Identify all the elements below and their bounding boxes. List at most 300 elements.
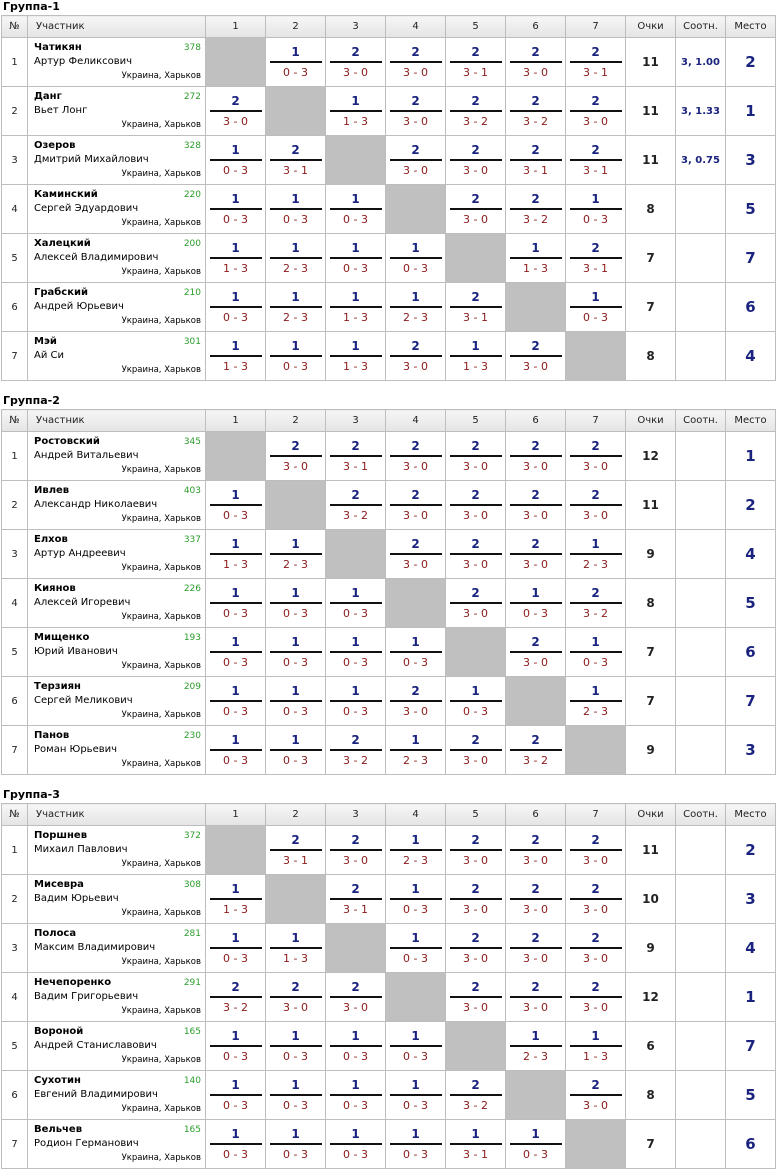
header-points[interactable]: Очки <box>626 16 676 38</box>
header-opponent-4[interactable]: 4 <box>386 410 446 432</box>
match-set-score: 3 - 0 <box>403 360 428 373</box>
result-divider <box>330 208 382 210</box>
match-result-cell[interactable] <box>446 677 506 726</box>
match-result-cell[interactable] <box>266 136 326 185</box>
match-points: 2 <box>471 733 480 747</box>
match-result-cell[interactable] <box>446 530 506 579</box>
self-match-cell <box>206 38 266 87</box>
match-result-cell[interactable] <box>386 1022 446 1071</box>
match-set-score: 0 - 3 <box>223 509 248 522</box>
match-points: 1 <box>591 1029 600 1043</box>
header-opponent-7[interactable]: 7 <box>566 410 626 432</box>
match-result-cell[interactable] <box>506 924 566 973</box>
match-result-cell[interactable] <box>206 924 266 973</box>
match-result-cell[interactable] <box>206 185 266 234</box>
match-result-cell[interactable] <box>326 677 386 726</box>
match-set-score: 0 - 3 <box>283 213 308 226</box>
match-result-cell[interactable] <box>326 579 386 628</box>
match-result-cell[interactable] <box>506 38 566 87</box>
result-divider <box>270 749 322 751</box>
result-divider <box>450 306 502 308</box>
match-points: 2 <box>591 241 600 255</box>
header-participant[interactable]: Участник <box>28 804 206 826</box>
match-result-cell[interactable] <box>326 87 386 136</box>
match-result-cell[interactable] <box>206 677 266 726</box>
player-rating: 378 <box>183 43 201 53</box>
result-divider <box>390 355 442 357</box>
match-result-cell[interactable] <box>446 726 506 775</box>
player-name-link[interactable]: Мэй <box>34 336 57 347</box>
result-divider <box>270 455 322 457</box>
match-result-cell[interactable] <box>386 677 446 726</box>
match-points: 2 <box>591 1078 600 1092</box>
player-name-link[interactable]: Елхов <box>34 534 68 545</box>
match-points: 1 <box>231 931 240 945</box>
match-result-cell[interactable] <box>566 826 626 875</box>
player-points: 11 <box>626 826 676 875</box>
player-number: 6 <box>2 1071 28 1120</box>
match-result-cell[interactable] <box>386 332 446 381</box>
match-result-cell[interactable] <box>386 136 446 185</box>
result-divider <box>390 651 442 653</box>
match-result-cell[interactable] <box>506 579 566 628</box>
group-table <box>1 15 776 381</box>
match-set-score: 1 - 3 <box>283 952 308 965</box>
match-points: 1 <box>231 586 240 600</box>
match-result-cell[interactable] <box>566 185 626 234</box>
player-name-link[interactable]: Данг <box>34 91 62 102</box>
match-result-cell[interactable] <box>446 579 506 628</box>
match-points: 2 <box>411 537 420 551</box>
group-title: Группа-3 <box>3 788 60 801</box>
player-name-link[interactable]: Вороной <box>34 1026 84 1037</box>
match-points: 2 <box>291 439 300 453</box>
match-result-cell[interactable] <box>266 726 326 775</box>
header-opponent-7[interactable]: 7 <box>566 804 626 826</box>
player-cell <box>28 1022 206 1071</box>
player-location: Украина, Харьков <box>121 267 201 277</box>
match-result-cell[interactable] <box>326 332 386 381</box>
player-row <box>2 38 776 87</box>
match-result-cell[interactable] <box>446 38 506 87</box>
match-set-score: 1 - 3 <box>223 558 248 571</box>
match-result-cell[interactable] <box>326 1120 386 1169</box>
match-set-score: 0 - 3 <box>343 213 368 226</box>
match-result-cell[interactable] <box>566 628 626 677</box>
player-number: 1 <box>2 826 28 875</box>
result-divider <box>570 257 622 259</box>
match-result-cell[interactable] <box>266 38 326 87</box>
player-number: 6 <box>2 283 28 332</box>
match-result-cell[interactable] <box>446 481 506 530</box>
self-match-cell <box>206 826 266 875</box>
player-number: 4 <box>2 973 28 1022</box>
header-no[interactable]: № <box>2 410 28 432</box>
match-result-cell[interactable] <box>566 38 626 87</box>
match-set-score: 3 - 0 <box>523 952 548 965</box>
match-result-cell[interactable] <box>566 481 626 530</box>
match-result-cell[interactable] <box>206 973 266 1022</box>
match-result-cell[interactable] <box>446 283 506 332</box>
player-number: 2 <box>2 87 28 136</box>
match-result-cell[interactable] <box>326 1022 386 1071</box>
header-no[interactable]: № <box>2 16 28 38</box>
player-name-link[interactable]: Поршнев <box>34 830 88 841</box>
match-result-cell[interactable] <box>566 136 626 185</box>
match-points: 1 <box>531 1029 540 1043</box>
result-divider <box>570 996 622 998</box>
player-name-link[interactable]: Ивлев <box>34 485 70 496</box>
match-points: 1 <box>291 45 300 59</box>
match-result-cell[interactable] <box>206 726 266 775</box>
header-ratio[interactable]: Соотн. <box>676 804 726 826</box>
match-result-cell[interactable] <box>506 185 566 234</box>
match-result-cell[interactable] <box>326 234 386 283</box>
header-participant[interactable]: Участник <box>28 16 206 38</box>
player-points: 9 <box>626 530 676 579</box>
player-cell <box>28 481 206 530</box>
match-points: 1 <box>231 1127 240 1141</box>
match-result-cell[interactable] <box>386 38 446 87</box>
player-rating: 209 <box>183 682 201 692</box>
match-result-cell[interactable] <box>266 432 326 481</box>
player-full-name: Михаил Павлович <box>34 844 128 855</box>
match-result-cell[interactable] <box>266 1022 326 1071</box>
player-place: 7 <box>726 1022 776 1071</box>
player-rating: 301 <box>183 337 201 347</box>
player-number: 7 <box>2 332 28 381</box>
player-rating: 372 <box>183 831 201 841</box>
match-result-cell[interactable] <box>506 234 566 283</box>
match-result-cell[interactable] <box>566 1022 626 1071</box>
match-set-score: 3 - 2 <box>523 213 548 226</box>
header-participant[interactable]: Участник <box>28 410 206 432</box>
header-opponent-3[interactable]: 3 <box>326 410 386 432</box>
player-rating: 328 <box>183 141 201 151</box>
match-result-cell[interactable] <box>566 234 626 283</box>
match-result-cell[interactable] <box>506 481 566 530</box>
match-result-cell[interactable] <box>206 234 266 283</box>
match-result-cell[interactable] <box>206 530 266 579</box>
player-name-link[interactable]: Озеров <box>34 140 76 151</box>
match-set-score: 3 - 0 <box>583 1001 608 1014</box>
result-divider <box>210 749 262 751</box>
match-result-cell[interactable] <box>326 726 386 775</box>
match-result-cell[interactable] <box>326 826 386 875</box>
result-divider <box>270 257 322 259</box>
player-name-link[interactable]: Терзиян <box>34 681 81 692</box>
match-result-cell[interactable] <box>266 234 326 283</box>
header-opponent-2[interactable]: 2 <box>266 410 326 432</box>
match-result-cell[interactable] <box>266 579 326 628</box>
self-match-cell <box>446 628 506 677</box>
player-row <box>2 924 776 973</box>
player-name-link[interactable]: Вельчев <box>34 1124 83 1135</box>
match-result-cell[interactable] <box>566 87 626 136</box>
header-opponent-4[interactable]: 4 <box>386 16 446 38</box>
result-divider <box>330 849 382 851</box>
match-points: 2 <box>351 833 360 847</box>
match-result-cell[interactable] <box>566 579 626 628</box>
match-result-cell[interactable] <box>446 1071 506 1120</box>
match-result-cell[interactable] <box>506 87 566 136</box>
match-result-cell[interactable] <box>326 432 386 481</box>
match-result-cell[interactable] <box>446 432 506 481</box>
result-divider <box>210 602 262 604</box>
match-result-cell[interactable] <box>506 432 566 481</box>
group-table <box>1 803 776 1169</box>
player-cell <box>28 283 206 332</box>
header-ratio[interactable]: Соотн. <box>676 410 726 432</box>
result-divider <box>210 1094 262 1096</box>
player-location: Украина, Харьков <box>121 957 201 967</box>
header-points[interactable]: Очки <box>626 410 676 432</box>
player-name-link[interactable]: Ростовский <box>34 436 100 447</box>
match-result-cell[interactable] <box>566 973 626 1022</box>
header-place[interactable]: Место <box>726 16 776 38</box>
player-full-name: Алексей Владимирович <box>34 252 159 263</box>
match-result-cell[interactable] <box>506 1022 566 1071</box>
player-points: 8 <box>626 332 676 381</box>
match-result-cell[interactable] <box>386 283 446 332</box>
match-result-cell[interactable] <box>266 1120 326 1169</box>
match-result-cell[interactable] <box>326 875 386 924</box>
player-name-link[interactable]: Чатикян <box>34 42 82 53</box>
match-result-cell[interactable] <box>326 283 386 332</box>
match-result-cell[interactable] <box>206 1071 266 1120</box>
match-set-score: 0 - 3 <box>223 1148 248 1161</box>
group-table <box>1 409 776 775</box>
match-result-cell[interactable] <box>326 38 386 87</box>
player-points: 7 <box>626 628 676 677</box>
player-ratio <box>676 481 726 530</box>
player-row <box>2 973 776 1022</box>
match-result-cell[interactable] <box>506 726 566 775</box>
match-result-cell[interactable] <box>206 283 266 332</box>
match-result-cell[interactable] <box>506 628 566 677</box>
match-points: 1 <box>411 241 420 255</box>
match-set-score: 0 - 3 <box>223 607 248 620</box>
match-result-cell[interactable] <box>506 332 566 381</box>
match-result-cell[interactable] <box>266 185 326 234</box>
player-rating: 230 <box>183 731 201 741</box>
player-place: 6 <box>726 628 776 677</box>
header-ratio[interactable]: Соотн. <box>676 16 726 38</box>
match-result-cell[interactable] <box>566 677 626 726</box>
header-opponent-6[interactable]: 6 <box>506 16 566 38</box>
result-divider <box>390 898 442 900</box>
match-result-cell[interactable] <box>386 234 446 283</box>
header-opponent-5[interactable]: 5 <box>446 804 506 826</box>
match-result-cell[interactable] <box>506 1120 566 1169</box>
match-result-cell[interactable] <box>206 875 266 924</box>
header-opponent-1[interactable]: 1 <box>206 410 266 432</box>
match-result-cell[interactable] <box>206 136 266 185</box>
player-name-link[interactable]: Сухотин <box>34 1075 81 1086</box>
match-result-cell[interactable] <box>326 481 386 530</box>
match-result-cell[interactable] <box>386 875 446 924</box>
player-name-link[interactable]: Нечепоренко <box>34 977 112 988</box>
match-result-cell[interactable] <box>506 136 566 185</box>
match-result-cell[interactable] <box>386 826 446 875</box>
result-divider <box>450 898 502 900</box>
result-divider <box>330 602 382 604</box>
header-opponent-5[interactable]: 5 <box>446 16 506 38</box>
player-name-link[interactable]: Панов <box>34 730 70 741</box>
match-result-cell[interactable] <box>566 875 626 924</box>
match-result-cell[interactable] <box>266 283 326 332</box>
match-result-cell[interactable] <box>386 628 446 677</box>
header-opponent-3[interactable]: 3 <box>326 804 386 826</box>
match-set-score: 0 - 3 <box>343 1148 368 1161</box>
match-result-cell[interactable] <box>206 1022 266 1071</box>
match-result-cell[interactable] <box>386 481 446 530</box>
result-divider <box>270 553 322 555</box>
match-result-cell[interactable] <box>446 1120 506 1169</box>
header-opponent-1[interactable]: 1 <box>206 804 266 826</box>
header-opponent-6[interactable]: 6 <box>506 804 566 826</box>
player-ratio: 3, 0.75 <box>676 136 726 185</box>
player-name-link[interactable]: Полоса <box>34 928 77 939</box>
match-result-cell[interactable] <box>446 185 506 234</box>
header-opponent-7[interactable]: 7 <box>566 16 626 38</box>
match-result-cell[interactable] <box>386 726 446 775</box>
match-points: 1 <box>351 339 360 353</box>
match-points: 1 <box>231 290 240 304</box>
match-result-cell[interactable] <box>386 1120 446 1169</box>
match-points: 2 <box>471 488 480 502</box>
match-result-cell[interactable] <box>266 826 326 875</box>
match-result-cell[interactable] <box>566 1071 626 1120</box>
match-result-cell[interactable] <box>206 1120 266 1169</box>
match-points: 2 <box>531 882 540 896</box>
match-result-cell[interactable] <box>566 283 626 332</box>
player-name-link[interactable]: Мисевра <box>34 879 84 890</box>
match-result-cell[interactable] <box>206 481 266 530</box>
match-result-cell[interactable] <box>206 87 266 136</box>
header-opponent-2[interactable]: 2 <box>266 804 326 826</box>
match-set-score: 0 - 3 <box>223 311 248 324</box>
self-match-cell <box>266 481 326 530</box>
match-result-cell[interactable] <box>386 1071 446 1120</box>
match-result-cell[interactable] <box>266 332 326 381</box>
match-set-score: 3 - 0 <box>283 1001 308 1014</box>
result-divider <box>390 159 442 161</box>
player-row <box>2 1071 776 1120</box>
player-place: 5 <box>726 1071 776 1120</box>
match-result-cell[interactable] <box>266 530 326 579</box>
match-result-cell[interactable] <box>386 530 446 579</box>
match-set-score: 3 - 0 <box>583 952 608 965</box>
player-name-link[interactable]: Каминский <box>34 189 98 200</box>
match-set-score: 0 - 3 <box>283 656 308 669</box>
match-result-cell[interactable] <box>506 875 566 924</box>
match-result-cell[interactable] <box>266 924 326 973</box>
match-result-cell[interactable] <box>206 628 266 677</box>
match-result-cell[interactable] <box>506 826 566 875</box>
match-result-cell[interactable] <box>326 185 386 234</box>
match-points: 2 <box>411 94 420 108</box>
match-result-cell[interactable] <box>386 924 446 973</box>
result-divider <box>330 110 382 112</box>
header-points[interactable]: Очки <box>626 804 676 826</box>
player-full-name: Роман Юрьевич <box>34 744 118 755</box>
match-result-cell[interactable] <box>446 332 506 381</box>
match-result-cell[interactable] <box>266 973 326 1022</box>
match-result-cell[interactable] <box>266 677 326 726</box>
match-points: 1 <box>351 241 360 255</box>
match-result-cell[interactable] <box>386 432 446 481</box>
header-opponent-1[interactable]: 1 <box>206 16 266 38</box>
match-result-cell[interactable] <box>266 1071 326 1120</box>
match-result-cell[interactable] <box>446 875 506 924</box>
match-result-cell[interactable] <box>326 628 386 677</box>
result-divider <box>330 504 382 506</box>
header-place[interactable]: Место <box>726 804 776 826</box>
match-set-score: 1 - 3 <box>463 360 488 373</box>
match-set-score: 0 - 3 <box>403 1050 428 1063</box>
result-divider <box>450 355 502 357</box>
match-result-cell[interactable] <box>446 826 506 875</box>
match-result-cell[interactable] <box>446 973 506 1022</box>
result-divider <box>510 504 562 506</box>
player-name-link[interactable]: Грабский <box>34 287 88 298</box>
match-result-cell[interactable] <box>326 973 386 1022</box>
match-set-score: 3 - 0 <box>223 115 248 128</box>
result-divider <box>270 208 322 210</box>
match-result-cell[interactable] <box>446 924 506 973</box>
result-divider <box>570 61 622 63</box>
player-full-name: Юрий Иванович <box>34 646 118 657</box>
player-row <box>2 332 776 381</box>
match-result-cell[interactable] <box>506 530 566 579</box>
header-opponent-6[interactable]: 6 <box>506 410 566 432</box>
result-divider <box>510 208 562 210</box>
player-ratio <box>676 234 726 283</box>
match-points: 2 <box>411 143 420 157</box>
result-divider <box>570 208 622 210</box>
result-divider <box>510 602 562 604</box>
header-opponent-3[interactable]: 3 <box>326 16 386 38</box>
match-result-cell[interactable] <box>446 87 506 136</box>
result-divider <box>270 651 322 653</box>
header-opponent-2[interactable]: 2 <box>266 16 326 38</box>
header-opponent-5[interactable]: 5 <box>446 410 506 432</box>
match-result-cell[interactable] <box>566 530 626 579</box>
match-result-cell[interactable] <box>266 628 326 677</box>
player-name-link[interactable]: Мищенко <box>34 632 90 643</box>
result-divider <box>210 947 262 949</box>
player-name-link[interactable]: Киянов <box>34 583 76 594</box>
match-set-score: 0 - 3 <box>403 656 428 669</box>
header-opponent-4[interactable]: 4 <box>386 804 446 826</box>
match-result-cell[interactable] <box>566 432 626 481</box>
player-place: 6 <box>726 1120 776 1169</box>
header-place[interactable]: Место <box>726 410 776 432</box>
result-divider <box>570 110 622 112</box>
self-match-cell <box>326 924 386 973</box>
match-result-cell[interactable] <box>206 332 266 381</box>
player-name-link[interactable]: Халецкий <box>34 238 91 249</box>
match-result-cell[interactable] <box>386 87 446 136</box>
match-result-cell[interactable] <box>326 1071 386 1120</box>
header-no[interactable]: № <box>2 804 28 826</box>
match-result-cell[interactable] <box>566 924 626 973</box>
match-result-cell[interactable] <box>446 136 506 185</box>
match-result-cell[interactable] <box>506 973 566 1022</box>
player-full-name: Сергей Меликович <box>34 695 133 706</box>
match-result-cell[interactable] <box>206 579 266 628</box>
